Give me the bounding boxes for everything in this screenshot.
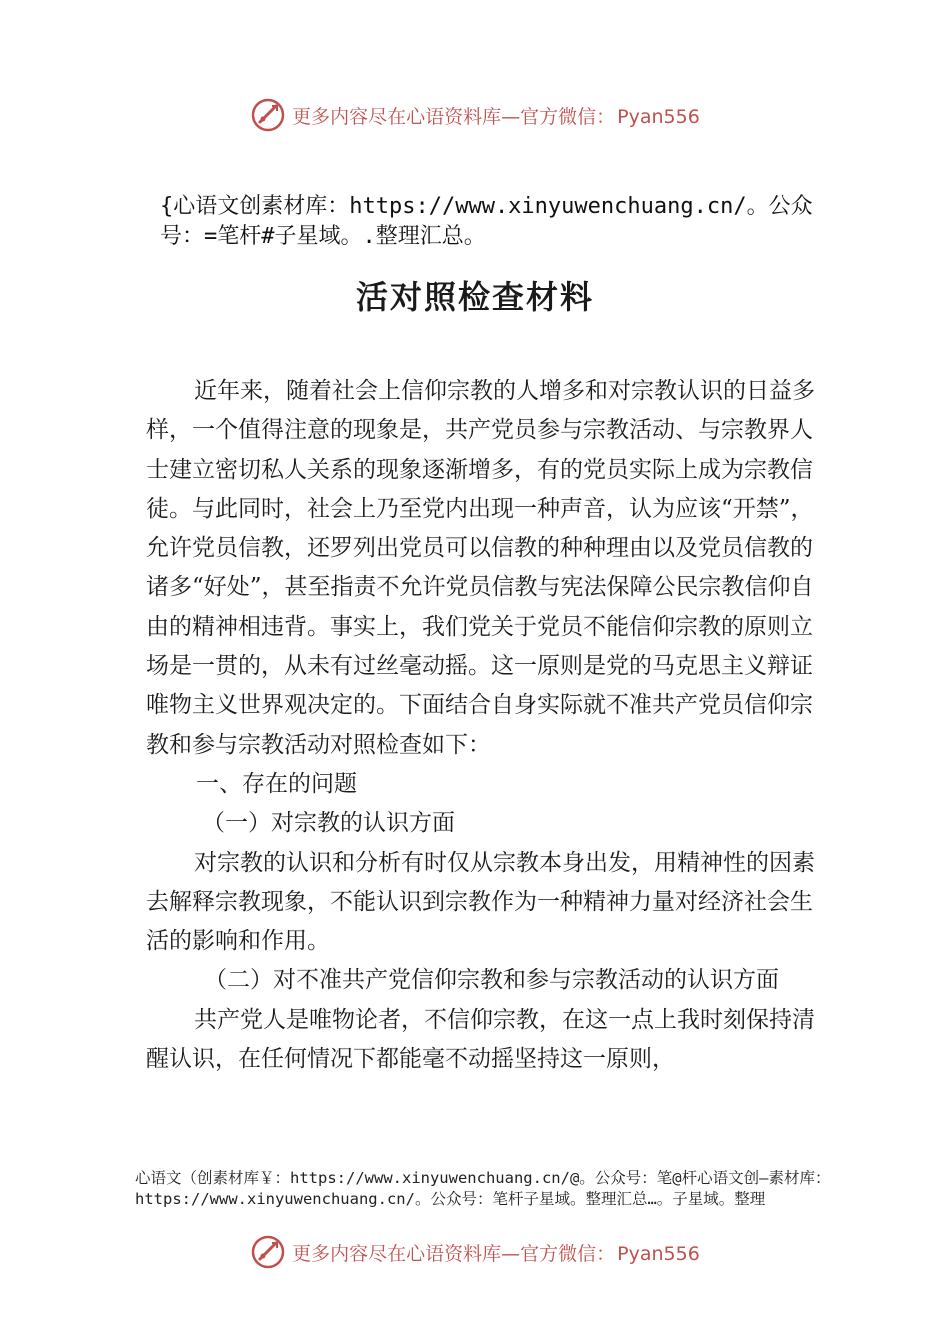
header-note: {心语文创素材库：https://www.xinyuwenchuang.cn/。公众号：=笔杆#子星域。.整理汇总。 [160,194,813,249]
paragraph-intro: 近年来，随着社会上信仰宗教的人增多和对宗教认识的日益多样，一个值得注意的现象是，共产党员参与宗教活动、与宗教界人士建立密切私人关系的现象逐渐增多，有的党员实际上成为宗教信徒。与此同时，社会上乃至党内出现一种声音，认为应该“开禁”，允许党员信教，还罗列出党员可以信教的种种理由以及党员信教的诸多“好处”，甚至指责不允许党员信教与宪法保障公民宗教信仰自由的精神相违背。事实上，我们党关于党员不能信仰宗教的原则立场是一贯的，从未有过丝毫动摇。这一原则是党的马克思主义辩证唯物主义世界观决定的。下面结合自身实际就不准共产党员信仰宗教和参与宗教活动对照检查如下： [146,378,815,758]
banner-text: 更多内容尽在心语资料库—官方微信： Pyan556 [292,1242,700,1265]
footer-note: 心语文（创素材库￥：https://www.xinyuwenchuang.cn/@。公众号：笔@杆心语文创—素材库：https://www.xinyuwenchuang.cn/。公众号：笔杆子星域。整理汇总…。子星域。整理 [135,1169,831,1208]
wechat-id: Pyan556 [617,1242,700,1265]
top-banner [0,95,950,135]
paragraph-party-principle: 共产党人是唯物论者，不信仰宗教，在这一点上我时刻保持清醒认识，在任何情况下都能毫不动摇坚持这一原则， [146,1006,815,1073]
document-title: 活对照检查材料 [355,278,594,316]
bottom-banner [0,1232,950,1272]
banner-text: 更多内容尽在心语资料库—官方微信： Pyan556 [292,105,700,128]
document-body [146,372,818,1079]
wechat-id: Pyan556 [617,105,700,128]
section-heading-1: 一、存在的问题 [196,770,357,797]
subsection-heading-2: （二）对不准共产党信仰宗教和参与宗教活动的认识方面 [204,967,779,994]
brand-logo-icon [250,97,286,133]
subsection-heading-1: （一）对宗教的认识方面 [202,810,455,837]
paragraph-religion-understanding: 对宗教的认识和分析有时仅从宗教本身出发，用精神性的因素去解释宗教现象，不能认识到宗教作为一种精神力量对经济社会生活的影响和作用。 [146,849,815,955]
brand-logo-icon [250,1234,286,1270]
